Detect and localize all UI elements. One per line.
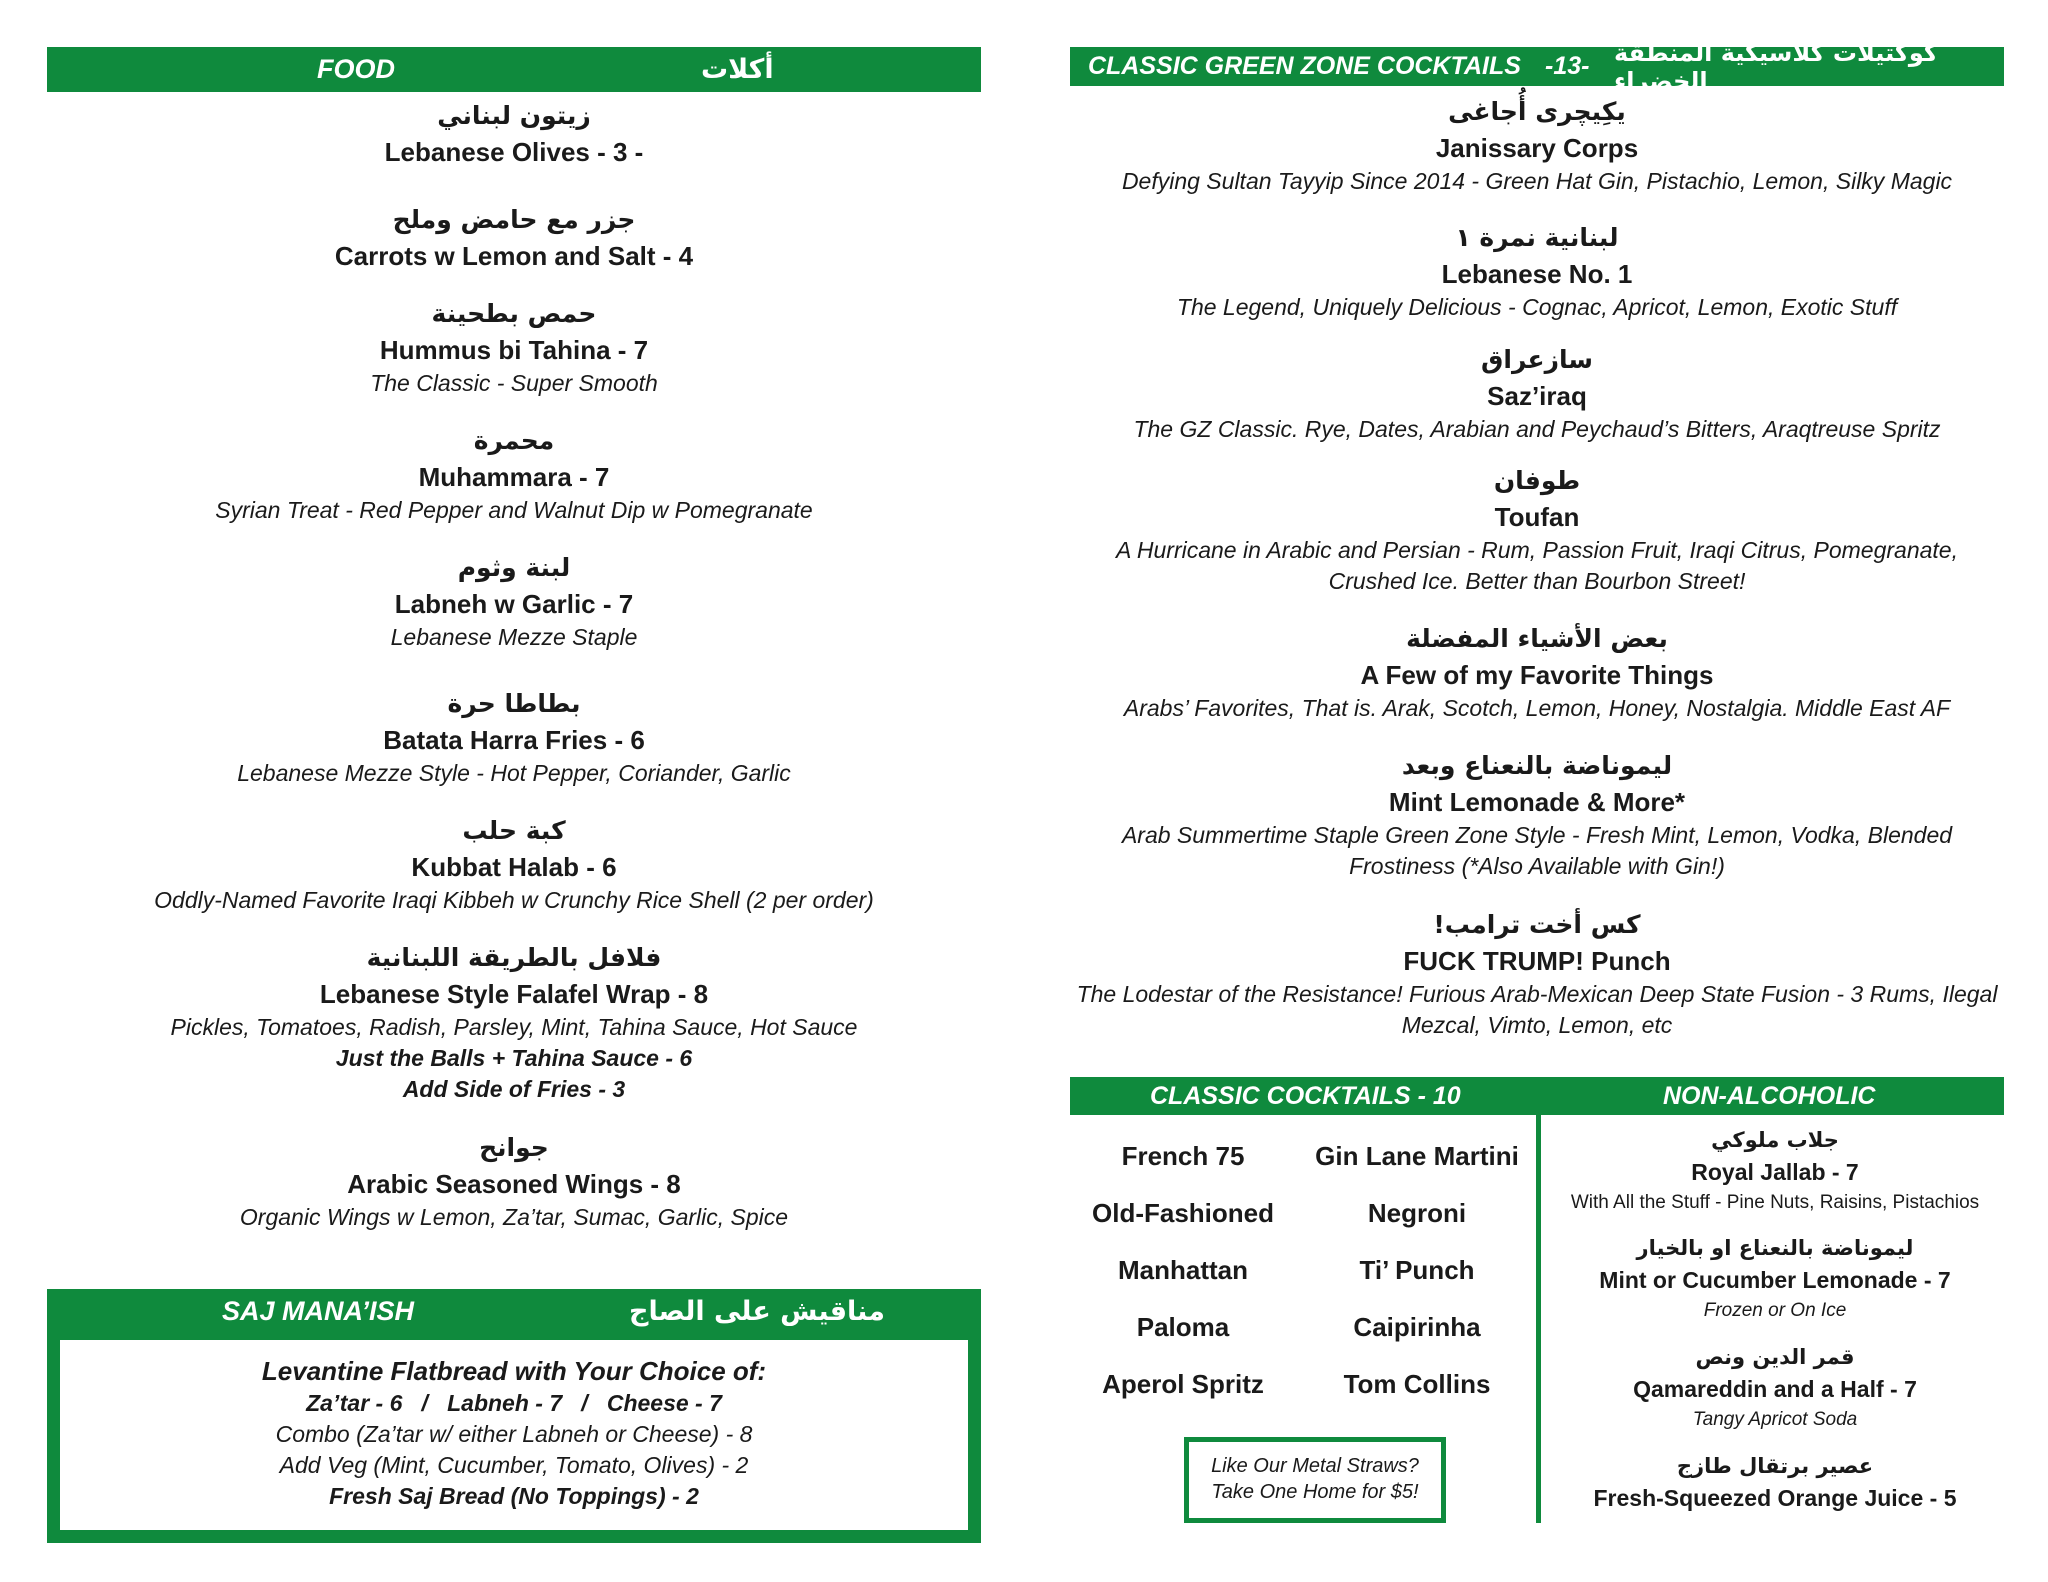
nonalc-item-ar: جلاب ملوكي <box>1711 1128 1839 1152</box>
gz-item-mint-lemonade <box>1070 748 2004 882</box>
food-item-desc: Lebanese Mezze Style - Hot Pepper, Coriander, Garlic <box>237 760 791 786</box>
nonalc-item-ar: عصير برتقال طازج <box>1676 1454 1874 1478</box>
nonalc-item-ar: ليموناضة بالنعناع او بالخيار <box>1636 1236 1914 1260</box>
gz-item-punch <box>1070 907 2004 1041</box>
food-item-carrots <box>47 202 981 274</box>
gz-header-en: CLASSIC GREEN ZONE COCKTAILS <box>1088 52 1521 80</box>
food-item-ar: جوانح <box>479 1133 549 1162</box>
food-list <box>47 98 981 1248</box>
food-header <box>47 47 981 92</box>
gz-item-ar: يكِيچرى أُجاغى <box>1448 97 1626 126</box>
food-item-labneh <box>47 550 981 653</box>
food-item-desc: Pickles, Tomatoes, Radish, Parsley, Mint, Tahina Sauce, Hot Sauce <box>170 1014 858 1040</box>
saj-box <box>47 1327 981 1543</box>
metal-straws-box <box>1184 1437 1446 1523</box>
nonalc-item-desc: With All the Stuff - Pine Nuts, Raisins, Pistachios <box>1570 1192 1980 1213</box>
nonalc-item-en: Mint or Cucumber Lemonade - 7 <box>1599 1267 1951 1293</box>
food-item-en: Carrots w Lemon and Salt - 4 <box>334 241 694 271</box>
food-item-ar: لبنة وثوم <box>457 553 571 582</box>
nonalc-item-lemonade <box>1546 1232 2004 1325</box>
gz-item-ar: كس أخت ترامب! <box>1433 910 1641 939</box>
gz-item-desc: The Legend, Uniquely Delicious - Cognac, Apricot, Lemon, Exotic Stuff <box>1176 294 1898 320</box>
gz-item-desc: The Lodestar of the Resistance! Furious Arab-Mexican Deep State Fusion - 3 Rums, Ilegal <box>1076 981 1998 1007</box>
gz-item-favorite-things <box>1070 621 2004 724</box>
nonalc-list <box>1546 1124 2004 1524</box>
classic-item: Paloma <box>1136 1312 1230 1342</box>
saj-line-combo: Combo (Za’tar w/ either Labneh or Cheese) - 8 <box>275 1421 753 1447</box>
metal-straws-line2: Take One Home for $5! <box>1211 1481 1419 1503</box>
classic-item: Manhattan <box>1118 1255 1248 1285</box>
food-item-falafel <box>47 940 981 1105</box>
classic-item: Tom Collins <box>1343 1369 1491 1399</box>
gz-header-ar: كوكتيلات كلاسيكية المنطقة الخضراء <box>1614 38 1938 95</box>
gz-item-en: FUCK TRUMP! Punch <box>1403 946 1671 976</box>
gz-item-ar: لبنانية نمرة ١ <box>1455 223 1619 252</box>
food-item-batata <box>47 686 981 789</box>
gz-item-desc: Arabs’ Favorites, That is. Arak, Scotch, Lemon, Honey, Nostalgia. Middle East AF <box>1123 695 1951 721</box>
food-item-kubbat <box>47 813 981 916</box>
gz-item-en: Toufan <box>1494 502 1580 532</box>
saj-line-veg: Add Veg (Mint, Cucumber, Tomato, Olives) - 2 <box>279 1452 749 1478</box>
gz-item-ar: بعض الأشياء المفضلة <box>1406 624 1668 653</box>
gz-item-ar: ليموناضة بالنعناع وبعد <box>1401 751 1673 780</box>
food-item-ar: حمص بطحينة <box>431 299 597 328</box>
gz-item-en: Lebanese No. 1 <box>1441 259 1633 289</box>
classic-item: Old-Fashioned <box>1092 1198 1274 1228</box>
nonalc-item-jallab <box>1546 1124 2004 1217</box>
food-item-desc: Syrian Treat - Red Pepper and Walnut Dip w Pomegranate <box>215 497 813 523</box>
food-item-desc: The Classic - Super Smooth <box>370 370 658 396</box>
gz-item-toufan <box>1070 463 2004 597</box>
food-item-hummus <box>47 296 981 399</box>
column-divider <box>1536 1115 1541 1523</box>
saj-header-ar: مناقيش على الصاج <box>629 1295 885 1327</box>
food-item-olives <box>47 98 981 170</box>
food-item-ar: زيتون لبناني <box>437 101 591 130</box>
gz-item-desc: The GZ Classic. Rye, Dates, Arabian and Peychaud’s Bitters, Araqtreuse Spritz <box>1133 416 1941 442</box>
gz-item-en: Mint Lemonade & More* <box>1388 787 1686 817</box>
food-item-ar: بطاطا حرة <box>447 689 581 718</box>
food-item-desc: Lebanese Mezze Staple <box>390 624 638 650</box>
gz-item-saziraq <box>1070 342 2004 445</box>
food-item-en: Kubbat Halab - 6 <box>411 852 617 882</box>
food-item-ar: فلافل بالطريقة اللبنانية <box>366 943 662 972</box>
gz-item-desc-2: Mezcal, Vimto, Lemon, etc <box>1401 1012 1673 1038</box>
saj-line-intro: Levantine Flatbread with Your Choice of: <box>261 1356 767 1386</box>
classic-item: Caipirinha <box>1353 1312 1481 1342</box>
nonalc-item-ar: قمر الدين ونص <box>1695 1345 1855 1369</box>
food-item-extra: Add Side of Fries - 3 <box>402 1076 626 1102</box>
gz-item-en: Janissary Corps <box>1435 133 1639 163</box>
gz-item-en: A Few of my Favorite Things <box>1360 660 1714 690</box>
gz-header <box>1070 38 2004 95</box>
classic-item: French 75 <box>1121 1141 1245 1171</box>
food-item-en: Lebanese Olives - 3 - <box>384 137 644 167</box>
nonalc-item-desc: Frozen or On Ice <box>1703 1300 1847 1321</box>
gz-item-ar: طوفان <box>1493 466 1581 495</box>
nonalc-item-qamareddin <box>1546 1341 2004 1434</box>
gz-header-price: -13- <box>1545 52 1590 80</box>
food-item-muhammara <box>47 423 981 526</box>
food-header-ar: أكلات <box>701 54 774 85</box>
food-item-en: Arabic Seasoned Wings - 8 <box>347 1169 681 1199</box>
classic-item: Aperol Spritz <box>1102 1369 1264 1399</box>
gz-item-desc: A Hurricane in Arabic and Persian - Rum, Passion Fruit, Iraqi Citrus, Pomegranate, <box>1116 537 1958 563</box>
gz-list <box>1070 94 2004 1054</box>
food-item-desc: Oddly-Named Favorite Iraqi Kibbeh w Crunchy Rice Shell (2 per order) <box>154 887 874 913</box>
nonalc-item-en: Royal Jallab - 7 <box>1691 1159 1859 1185</box>
classic-item: Negroni <box>1367 1198 1467 1228</box>
food-item-wings <box>47 1130 981 1233</box>
gz-item-desc: Defying Sultan Tayyip Since 2014 - Green Hat Gin, Pistachio, Lemon, Silky Magic <box>1121 168 1953 194</box>
classic-nonalc-header <box>1070 1077 2004 1115</box>
gz-item-janissary <box>1070 94 2004 197</box>
food-item-desc: Organic Wings w Lemon, Za’tar, Sumac, Garlic, Spice <box>239 1204 789 1230</box>
gz-item-desc-2: Frostiness (*Also Available with Gin!) <box>1349 853 1725 879</box>
gz-item-en: Saz’iraq <box>1487 381 1587 411</box>
nonalc-item-orange-juice <box>1546 1450 2004 1515</box>
nonalc-item-desc: Tangy Apricot Soda <box>1692 1409 1858 1430</box>
gz-item-ar: سازعراق <box>1481 345 1593 374</box>
gz-item-desc-2: Crushed Ice. Better than Bourbon Street! <box>1328 568 1746 594</box>
food-item-en: Muhammara - 7 <box>418 462 610 492</box>
nonalc-header: NON-ALCOHOLIC <box>1663 1081 1876 1110</box>
nonalc-item-en: Fresh-Squeezed Orange Juice - 5 <box>1593 1485 1957 1511</box>
saj-header-en: SAJ MANA’ISH <box>222 1295 415 1326</box>
saj-line-prices: Za’tar - 6 / Labneh - 7 / Cheese - 7 <box>306 1390 722 1416</box>
food-item-ar: كبة حلب <box>462 816 566 845</box>
classic-item: Gin Lane Martini <box>1315 1141 1519 1171</box>
gz-item-desc: Arab Summertime Staple Green Zone Style - Fresh Mint, Lemon, Vodka, Blended <box>1121 822 1953 848</box>
food-item-en: Labneh w Garlic - 7 <box>394 589 634 619</box>
food-item-extra: Just the Balls + Tahina Sauce - 6 <box>335 1045 693 1071</box>
nonalc-item-en: Qamareddin and a Half - 7 <box>1633 1376 1917 1402</box>
food-item-en: Batata Harra Fries - 6 <box>383 725 645 755</box>
gz-item-lebanese-no1 <box>1070 220 2004 323</box>
food-item-ar: جزر مع حامض وملح <box>392 205 636 234</box>
food-item-ar: محمرة <box>473 426 555 455</box>
food-item-en: Lebanese Style Falafel Wrap - 8 <box>319 979 709 1009</box>
food-header-en: FOOD <box>317 54 395 84</box>
classic-item: Ti’ Punch <box>1359 1255 1475 1285</box>
classic-header: CLASSIC COCKTAILS - 10 <box>1150 1081 1461 1110</box>
food-item-en: Hummus bi Tahina - 7 <box>379 335 649 365</box>
metal-straws-line1: Like Our Metal Straws? <box>1211 1455 1419 1477</box>
saj-line-bread: Fresh Saj Bread (No Toppings) - 2 <box>329 1483 699 1509</box>
